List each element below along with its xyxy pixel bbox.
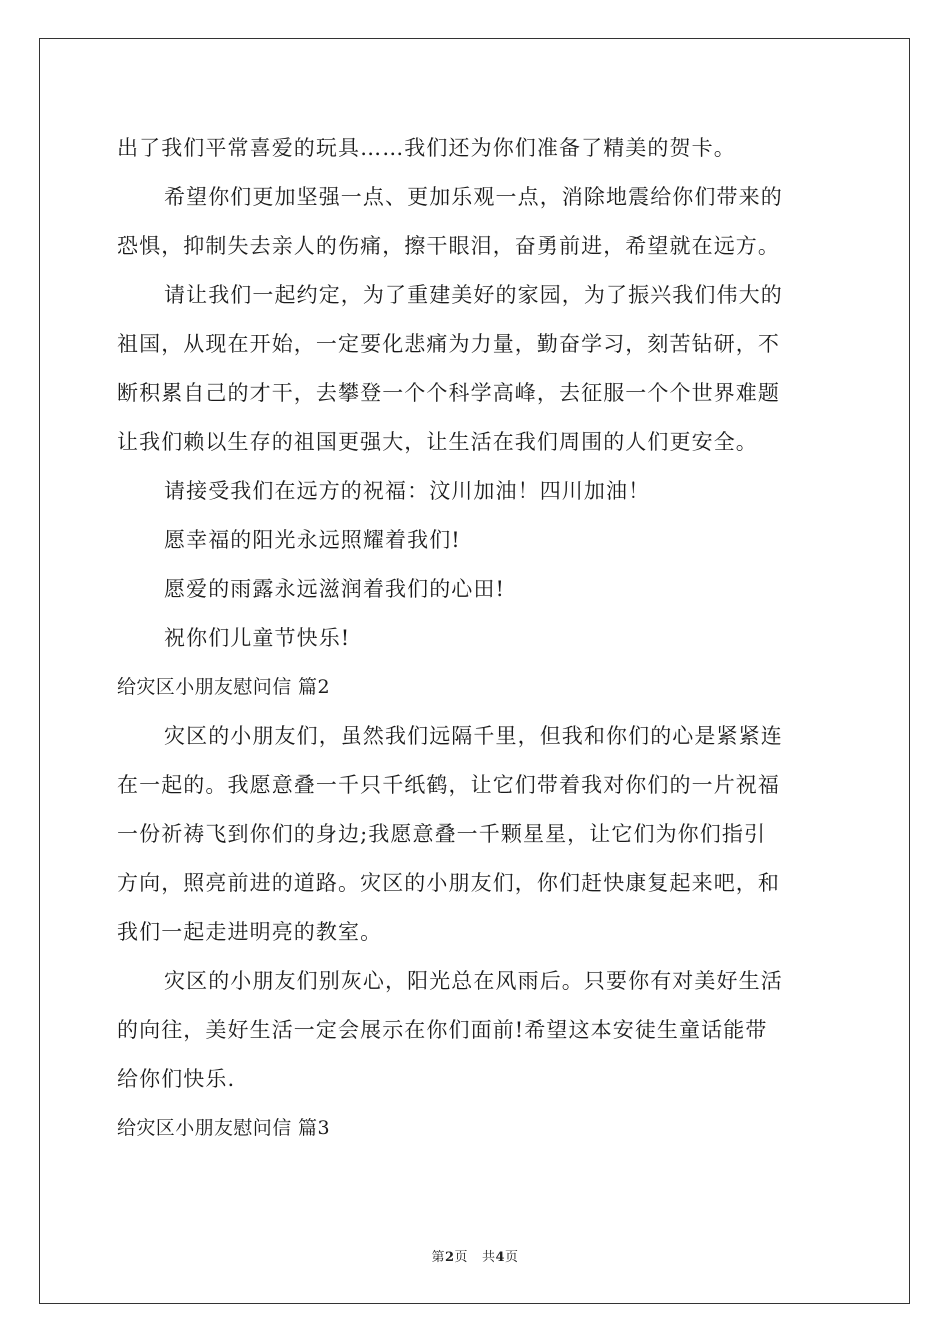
paragraph-line: 灾区的小朋友们别灰心，阳光总在风雨后。只要你有对美好生活 xyxy=(164,969,783,993)
document-body xyxy=(117,124,835,1153)
paragraph-line: 断积累自己的才干，去攀登一个个科学高峰，去征服一个个世界难题 xyxy=(117,381,780,405)
current-page-number: 2 xyxy=(444,1250,455,1265)
page-number-footer xyxy=(0,1246,950,1265)
paragraph-line: 愿幸福的阳光永远照耀着我们! xyxy=(164,528,461,552)
paragraph-line: 请让我们一起约定，为了重建美好的家园，为了振兴我们伟大的 xyxy=(164,283,783,307)
paragraph-line: 给你们快乐. xyxy=(117,1067,236,1091)
total-suffix: 页 xyxy=(505,1250,519,1265)
section-heading: 给灾区小朋友慰问信 篇2 xyxy=(117,676,330,698)
page-prefix: 第 xyxy=(431,1250,445,1265)
paragraph-line: 的向往，美好生活一定会展示在你们面前!希望这本安徒生童话能带 xyxy=(117,1018,768,1042)
paragraph-line: 一份祈祷飞到你们的身边;我愿意叠一千颗星星，让它们为你们指引 xyxy=(117,822,767,846)
paragraph-line: 希望你们更加坚强一点、更加乐观一点，消除地震给你们带来的 xyxy=(164,185,783,209)
paragraph-line: 恐惧，抑制失去亲人的伤痛，擦干眼泪，奋勇前进，希望就在远方。 xyxy=(117,234,780,258)
total-prefix: 共 xyxy=(481,1250,496,1265)
paragraph-line: 祝你们儿童节快乐! xyxy=(164,626,351,650)
paragraph-line: 方向，照亮前进的道路。灾区的小朋友们，你们赶快康复起来吧，和 xyxy=(117,871,780,895)
paragraph-line: 灾区的小朋友们，虽然我们远隔千里，但我和你们的心是紧紧连 xyxy=(164,724,783,748)
paragraph-line: 在一起的。我愿意叠一千只千纸鹤，让它们带着我对你们的一片祝福 xyxy=(117,773,780,797)
paragraph-line: 让我们赖以生存的祖国更强大，让生活在我们周围的人们更安全。 xyxy=(117,430,758,454)
page-suffix: 页 xyxy=(454,1250,469,1265)
paragraph-line: 祖国，从现在开始，一定要化悲痛为力量，勤奋学习，刻苦钻研，不 xyxy=(117,332,780,356)
total-page-number: 4 xyxy=(495,1250,506,1265)
paragraph-line: 愿爱的雨露永远滋润着我们的心田! xyxy=(164,577,506,601)
paragraph-line: 出了我们平常喜爱的玩具……我们还为你们准备了精美的贺卡。 xyxy=(117,136,736,160)
section-heading: 给灾区小朋友慰问信 篇3 xyxy=(117,1117,330,1139)
paragraph-line: 我们一起走进明亮的教室。 xyxy=(117,920,383,944)
paragraph-line: 请接受我们在远方的祝福：汶川加油！四川加油！ xyxy=(164,479,651,503)
